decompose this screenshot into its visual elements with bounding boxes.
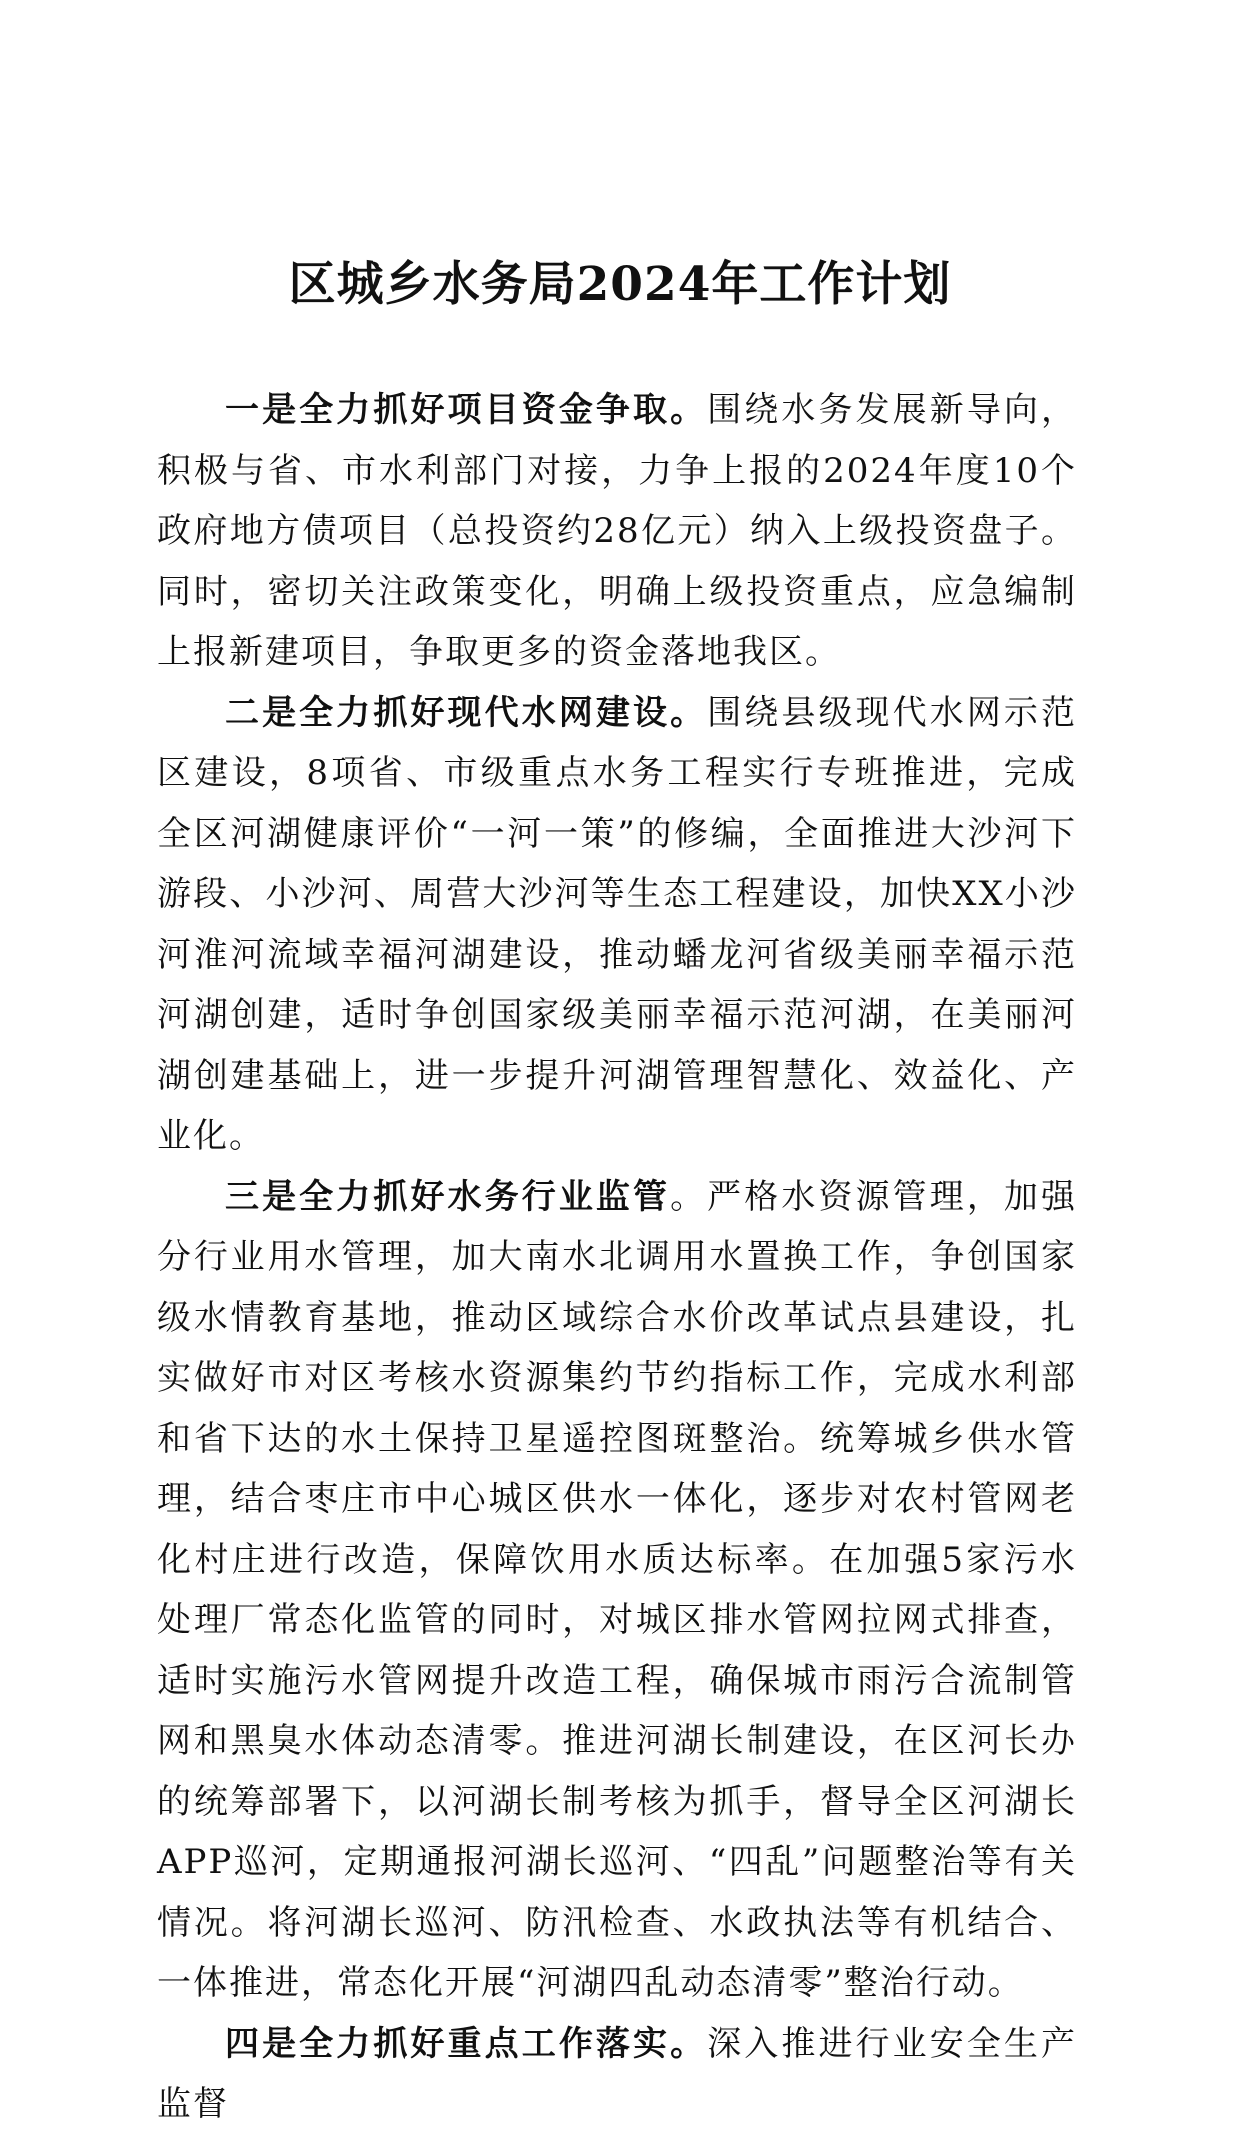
paragraph-1-lead: 一是全力抓好项目资金争取。: [225, 390, 708, 430]
document-body: [157, 380, 1077, 2135]
paragraph-1-body: 围绕水务发展新导向，积极与省、市水利部门对接，力争上报的2024年度10个政府地方债项目（总投资约28亿元）纳入上级投资盘子。同时，密切关注政策变化，明确上级投资重点，应急编制上报新建项目，争取更多的资金落地我区。: [157, 390, 1078, 672]
paragraph-2-lead: 二是全力抓好现代水网建设。: [225, 692, 708, 733]
paragraph-3: [157, 1167, 1077, 2014]
paragraph-2-body: 围绕县级现代水网示范区建设，8项省、市级重点水务工程实行专班推进，完成全区河湖健康评价“一河一策”的修编，全面推进大沙河下游段、小沙河、周营大沙河等生态工程建设，加快XX小沙河淮河流域幸福河湖建设，推动蟠龙河省级美丽幸福示范河湖创建，适时争创国家级美丽幸福示范河湖，在美丽河湖创建基础上，进一步提升河湖管理智慧化、效益化、产业化。: [157, 692, 1078, 1156]
document-title: 区城乡水务局2024年工作计划: [288, 257, 952, 312]
paragraph-4-lead: 四是全力抓好重点工作落实。: [225, 2023, 708, 2064]
paragraph-2: [157, 683, 1077, 1167]
paragraph-1: [157, 380, 1077, 683]
paragraph-3-lead: 三是全力抓好水务行业监管: [225, 1176, 671, 1217]
paragraph-4: [157, 2014, 1077, 2135]
paragraph-4-body: 深入推进行业安全生产监督: [157, 2023, 1078, 2124]
paragraph-3-body: 。严格水资源管理，加强分行业用水管理，加大南水北调用水置换工作，争创国家级水情教育基地，推动区域综合水价改革试点县建设，扎实做好市对区考核水资源集约节约指标工作，完成水利部和省下达的水土保持卫星遥控图斑整治。统筹城乡供水管理，结合枣庄市中心城区供水一体化，逐步对农村管网老化村庄进行改造，保障饮用水质达标率。在加强5家污水处理厂常态化监管的同时，对城区排水管网拉网式排查，适时实施污水管网提升改造工程，确保城市雨污合流制管网和黑臭水体动态清零。推进河湖长制建设，在区河长办的统筹部署下，以河湖长制考核为抓手，督导全区河湖长APP巡河，定期通报河湖长巡河、“四乱”问题整治等有关情况。将河湖长巡河、防汛检查、水政执法等有机结合、一体推进，常态化开展“河湖四乱动态清零”整治行动。: [157, 1176, 1078, 2003]
